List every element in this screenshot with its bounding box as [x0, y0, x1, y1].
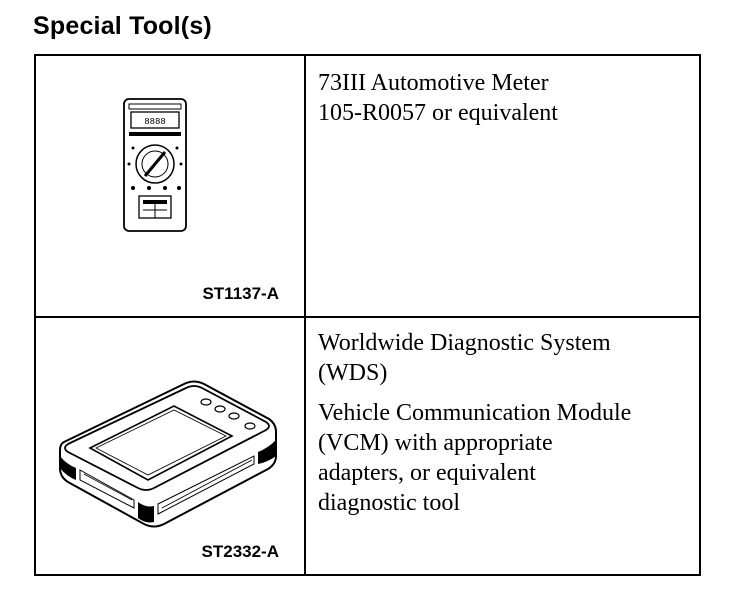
tool-description — [306, 316, 699, 574]
special-tools-table — [34, 54, 701, 576]
tool-code: ST1137-A — [202, 284, 279, 303]
diagnostic-tablet-illustration-icon — [54, 364, 284, 534]
description-line: diagnostic tool — [318, 490, 460, 516]
description-line: (WDS) — [318, 360, 388, 386]
table-row — [36, 56, 699, 318]
tool-code: ST2332-A — [201, 542, 279, 561]
tool-image-cell — [36, 316, 306, 574]
description-line: adapters, or equivalent — [318, 460, 536, 486]
description-line: Vehicle Communication Module — [318, 400, 632, 426]
svg-text:8888: 8888 — [144, 117, 166, 127]
description-line: 105-R0057 or equivalent — [318, 100, 558, 126]
description-block — [318, 328, 687, 388]
page-title: Special Tool(s) — [33, 12, 212, 40]
description-line: Worldwide Diagnostic System — [318, 330, 611, 356]
tool-description — [306, 56, 699, 316]
tool-image-cell — [36, 56, 306, 316]
description-block — [318, 68, 687, 128]
description-line: 73III Automotive Meter — [318, 70, 549, 96]
description-block — [318, 398, 687, 518]
multimeter-illustration-icon — [121, 96, 191, 236]
table-row — [36, 316, 699, 574]
description-line: (VCM) with appropriate — [318, 430, 553, 456]
